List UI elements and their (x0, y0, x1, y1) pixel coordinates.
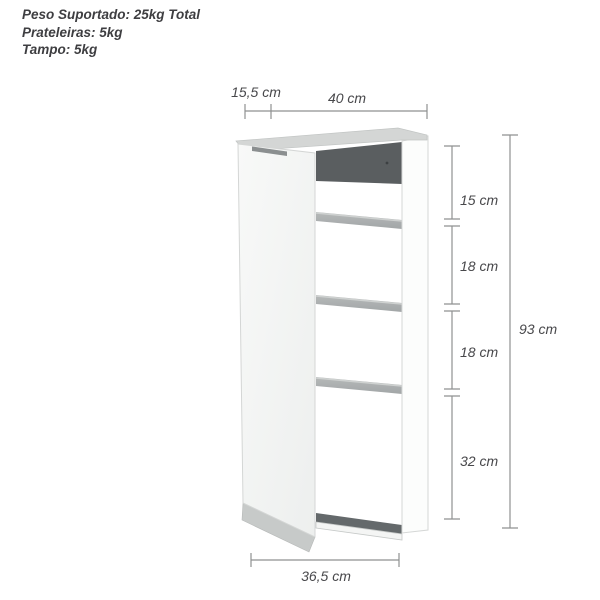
cabinet-interior (316, 141, 402, 540)
label-section-top: 15 cm (460, 192, 499, 208)
spec-line-shelves-weight: Prateleiras: 5kg (22, 24, 123, 40)
dimension-bottom (251, 553, 399, 584)
door-panel (238, 144, 315, 537)
label-top-width: 40 cm (327, 90, 367, 106)
dimension-segment-top (444, 146, 460, 219)
dimension-total-height (502, 135, 557, 528)
dimension-top (231, 84, 427, 119)
spec-line-top-weight: Tampo: 5kg (22, 42, 98, 57)
label-total-height: 93 cm (519, 321, 558, 337)
spec-line-total-weight: Peso Suportado: 25kg Total (22, 7, 201, 22)
top-back-panel-dark (316, 142, 402, 184)
label-section-mid1: 18 cm (460, 258, 499, 274)
dimension-sections (444, 146, 498, 519)
dimension-segment-mid1 (444, 226, 460, 304)
label-section-bottom: 32 cm (460, 453, 499, 469)
dimension-segment-mid2 (444, 311, 460, 389)
dimension-segment-bottom (444, 396, 460, 519)
cam-hole (386, 162, 389, 165)
label-top-depth: 15,5 cm (231, 84, 281, 100)
right-side-panel (402, 136, 428, 533)
label-bottom-width: 36,5 cm (301, 568, 351, 584)
cabinet-illustration (236, 128, 428, 552)
label-section-mid2: 18 cm (460, 344, 499, 360)
dimension-line-total-height (502, 135, 518, 528)
